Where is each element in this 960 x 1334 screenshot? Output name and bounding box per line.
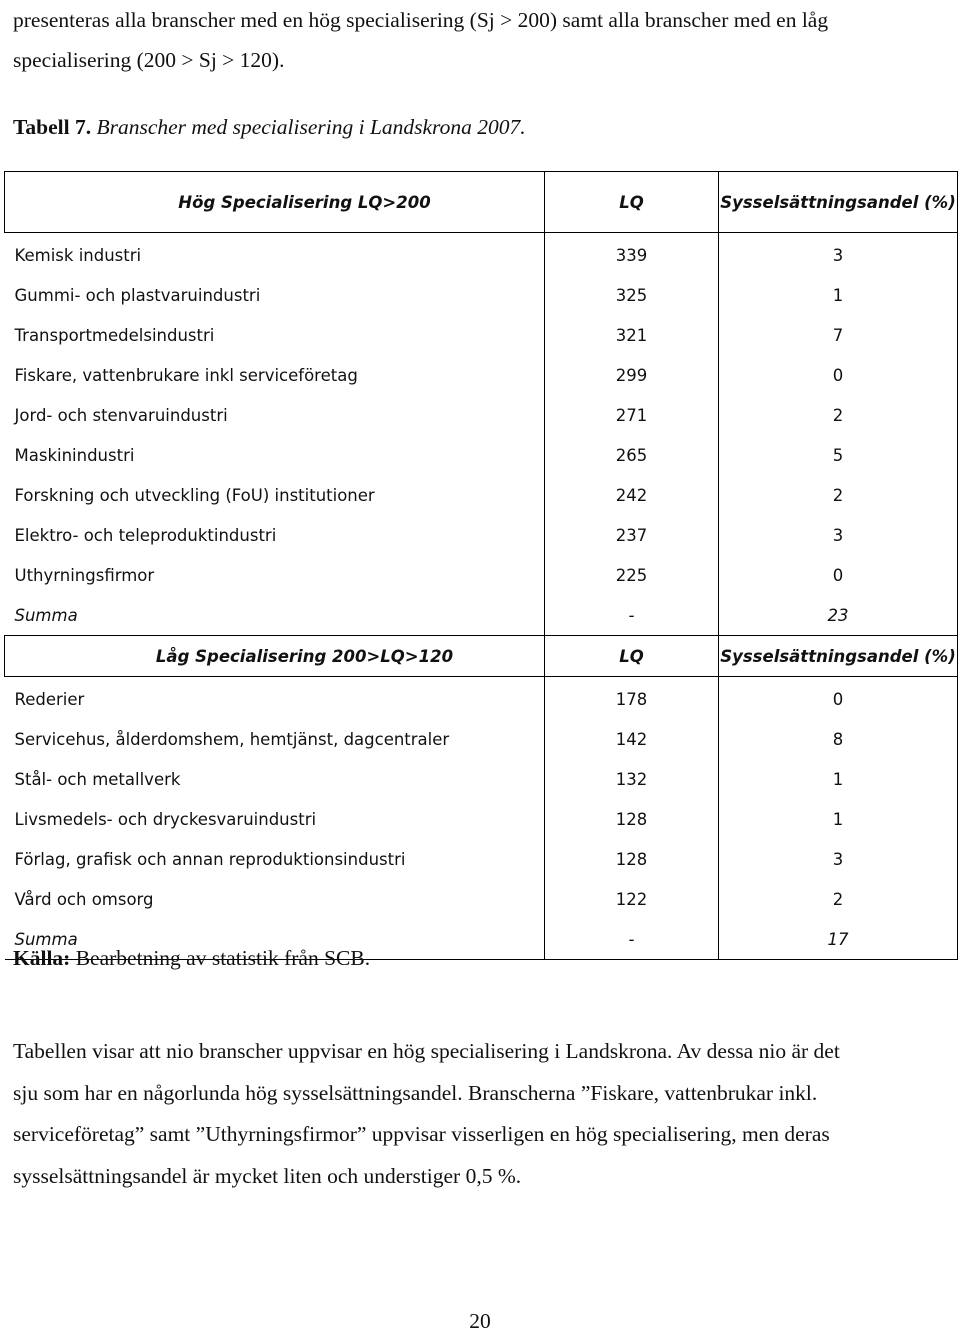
sum-share: 23 — [719, 595, 958, 636]
sum-label: Summa — [5, 919, 545, 960]
table-row — [5, 475, 958, 515]
industry-cell: Kemisk industri — [14, 245, 142, 265]
share-cell: 3 — [719, 515, 958, 555]
sum-lq: - — [545, 919, 719, 960]
share-cell: 2 — [719, 475, 958, 515]
lq-cell: 299 — [545, 355, 719, 395]
paragraph-line-3: serviceföretag” samt ”Uthyrningsfirmor” uppvisar visserligen en hög specialisering, men deras — [13, 1122, 830, 1146]
lq-cell: 321 — [545, 315, 719, 355]
specialization-table — [4, 171, 958, 960]
industry-cell: Rederier — [14, 689, 85, 709]
share-cell: 3 — [719, 233, 958, 276]
lq-cell: 237 — [545, 515, 719, 555]
industry-cell: Elektro- och teleproduktindustri — [14, 525, 277, 545]
lq-cell: 271 — [545, 395, 719, 435]
industry-cell: Servicehus, ålderdomshem, hemtjänst, dagcentraler — [14, 729, 450, 749]
table-row — [5, 233, 958, 276]
source-note — [13, 946, 370, 971]
low-specialization-section — [5, 636, 958, 960]
low-header-share: Sysselsättningsandel (%) — [719, 636, 958, 677]
share-cell: 1 — [719, 275, 958, 315]
intro-line-1: presenteras alla branscher med en hög specialisering (Sj > 200) samt alla branscher med en låg — [13, 8, 829, 32]
industry-cell: Maskinindustri — [14, 445, 135, 465]
page-number: 20 — [469, 1309, 491, 1333]
high-sum-row — [5, 595, 958, 636]
industry-cell: Fiskare, vattenbrukare inkl serviceföretag — [14, 365, 358, 385]
low-header-lq: LQ — [545, 636, 719, 677]
table-row — [5, 355, 958, 395]
share-cell: 5 — [719, 435, 958, 475]
industry-cell: Transportmedelsindustri — [14, 325, 215, 345]
industry-cell: Livsmedels- och dryckesvaruindustri — [14, 809, 317, 829]
paragraph-line-4: sysselsättningsandel är mycket liten och understiger 0,5 %. — [13, 1163, 522, 1188]
source-label: Källa: — [13, 946, 71, 970]
table-row — [5, 719, 958, 759]
table-row — [5, 555, 958, 595]
industry-cell: Jord- och stenvaruindustri — [14, 405, 228, 425]
share-cell: 2 — [719, 879, 958, 919]
sum-share: 17 — [719, 919, 958, 960]
table-caption-label: Tabell 7. — [13, 115, 92, 139]
lq-cell: 225 — [545, 555, 719, 595]
industry-cell: Vård och omsorg — [14, 889, 154, 909]
table-row — [5, 515, 958, 555]
source-text: Bearbetning av statistik från SCB. — [75, 946, 371, 970]
lq-cell: 178 — [545, 677, 719, 720]
paragraph-line-2: sju som har en någorlunda hög sysselsättningsandel. Branscherna ”Fiskare, vattenbrukar inkl. — [13, 1080, 818, 1105]
high-specialization-section — [5, 172, 958, 636]
paragraph-line-1: Tabellen visar att nio branscher uppvisar en hög specialisering i Landskrona. Av dessa nio är det — [13, 1039, 840, 1063]
table-row — [5, 395, 958, 435]
share-cell: 0 — [719, 555, 958, 595]
high-header-lq: LQ — [545, 172, 719, 233]
table-caption — [13, 115, 526, 140]
share-cell: 0 — [719, 677, 958, 720]
table-row — [5, 759, 958, 799]
lq-cell: 132 — [545, 759, 719, 799]
table-row — [5, 315, 958, 355]
lq-cell: 242 — [545, 475, 719, 515]
industry-cell: Stål- och metallverk — [14, 769, 181, 789]
share-cell: 8 — [719, 719, 958, 759]
table-row — [5, 275, 958, 315]
sum-label: Summa — [14, 605, 78, 625]
intro-text — [13, 0, 948, 80]
lq-cell: 128 — [545, 839, 719, 879]
lq-cell: 325 — [545, 275, 719, 315]
share-cell: 7 — [719, 315, 958, 355]
high-header-share: Sysselsättningsandel (%) — [719, 172, 958, 233]
table-row — [5, 799, 958, 839]
intro-line-2: specialisering (200 > Sj > 120). — [13, 48, 285, 72]
share-cell: 3 — [719, 839, 958, 879]
table-row — [5, 677, 958, 720]
share-cell: 1 — [719, 759, 958, 799]
table-caption-text: Branscher med specialisering i Landskrona 2007. — [96, 115, 526, 139]
body-paragraph — [13, 1031, 948, 1197]
table-row — [5, 879, 958, 919]
lq-cell: 265 — [545, 435, 719, 475]
sum-lq: - — [545, 595, 719, 636]
industry-cell: Förlag, grafisk och annan reproduktionsindustri — [14, 849, 406, 869]
industry-cell: Uthyrningsfirmor — [14, 565, 155, 585]
industry-cell: Forskning och utveckling (FoU) institutioner — [14, 485, 375, 505]
table-row — [5, 839, 958, 879]
lq-cell: 142 — [545, 719, 719, 759]
industry-cell: Gummi- och plastvaruindustri — [14, 285, 261, 305]
high-header-row — [5, 172, 958, 233]
low-header-category: Låg Specialisering 200>LQ>120 — [5, 636, 545, 677]
share-cell: 0 — [719, 355, 958, 395]
table-row — [5, 435, 958, 475]
lq-cell: 122 — [545, 879, 719, 919]
lq-cell: 128 — [545, 799, 719, 839]
share-cell: 2 — [719, 395, 958, 435]
lq-cell: 339 — [545, 233, 719, 276]
high-header-category: Hög Specialisering LQ>200 — [5, 172, 545, 233]
low-header-row — [5, 636, 958, 677]
share-cell: 1 — [719, 799, 958, 839]
